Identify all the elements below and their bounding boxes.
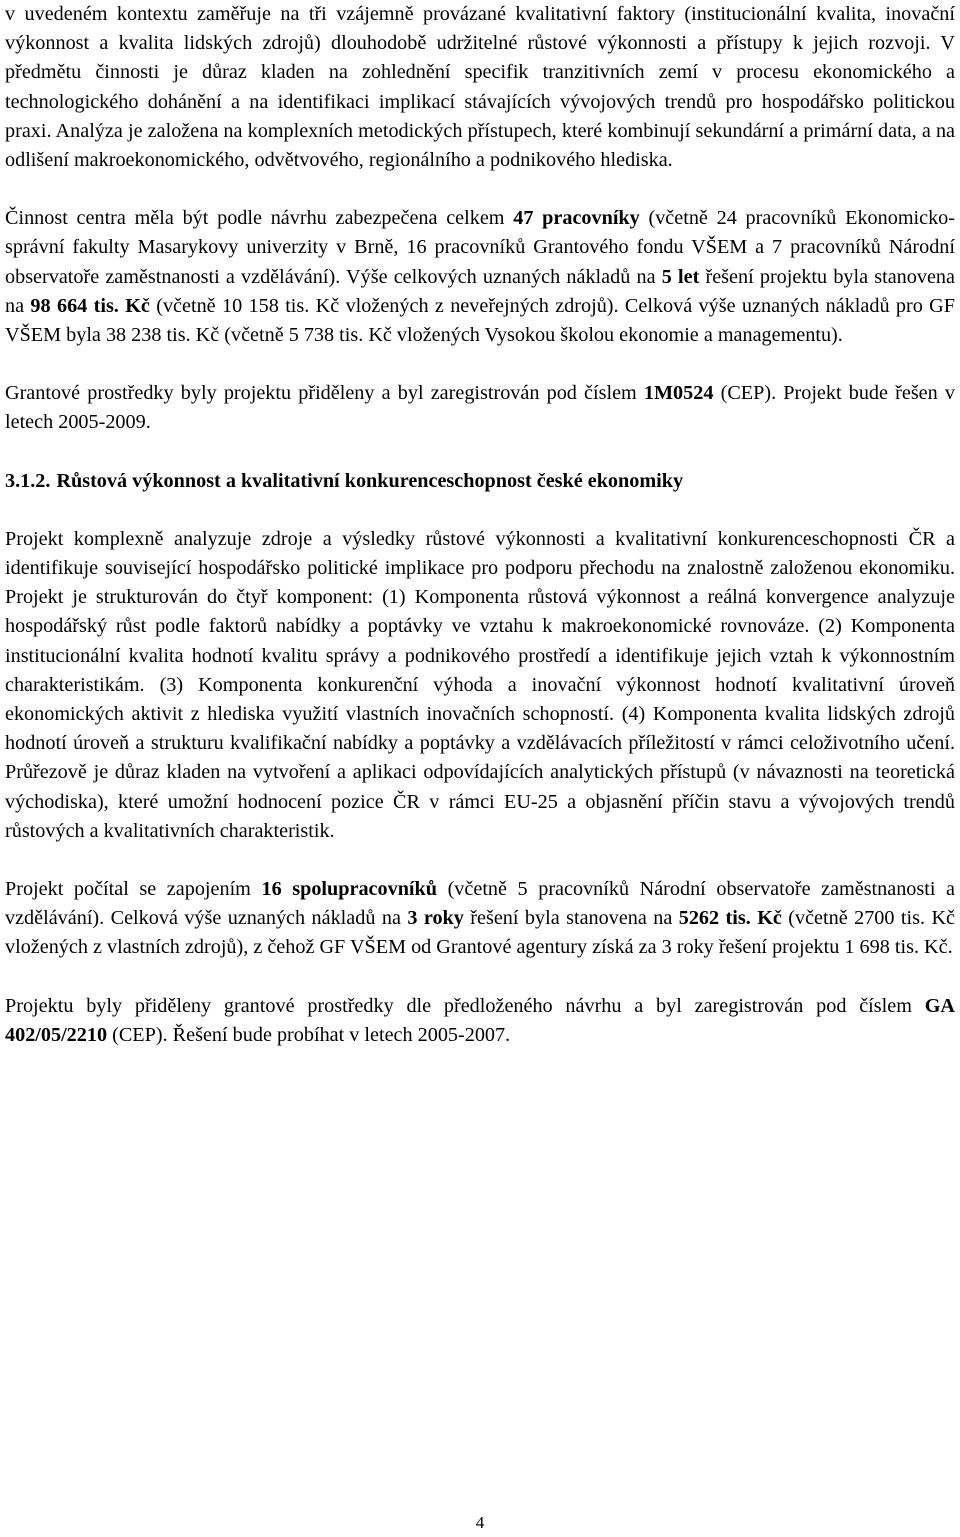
grant-text-2: (CEP). Projekt bude řešen v letech 2005-2009. xyxy=(5,382,955,434)
paragraph-grant-ga xyxy=(5,992,955,1050)
grant-ga-text-1: Projektu byly přiděleny grantové prostředky dle předloženého návrhu a byl zaregistrován pod číslem xyxy=(5,994,925,1017)
staffing-total-cost: 98 664 tis. Kč xyxy=(30,294,150,317)
grant-text-1: Grantové prostředky byly projektu přiděleny a byl zaregistrován pod číslem xyxy=(5,382,644,405)
staffing-text-3: řešení projektu byla stanovena na xyxy=(5,265,955,317)
paragraph-staffing xyxy=(5,204,955,350)
paragraph-grant-registration xyxy=(5,379,955,437)
staffing-text-4: (včetně 10 158 tis. Kč vložených z neveřejných zdrojů). Celková výše uznaných nákladů pro GF VŠEM byla 38 238 tis. Kč (včetně 5 738 tis. Kč vložených Vysokou školou ekonomie a managementu). xyxy=(5,294,955,347)
collaborators-count: 16 spolupracovníků xyxy=(261,878,437,901)
grant-ga-number: GA 402/05/2210 xyxy=(5,994,955,1046)
paragraph-intro xyxy=(5,0,955,175)
grant-ga-text-2: (CEP). Řešení bude probíhat v letech 2005-2007. xyxy=(107,1023,511,1046)
paragraph-project-description xyxy=(5,525,955,846)
section-title: Růstová výkonnost a kvalitativní konkurenceschopnost české ekonomiky xyxy=(56,469,684,492)
collaborators-text-4: (včetně 2700 tis. Kč vložených z vlastních zdrojů), z čehož GF VŠEM od Grantové agentury získá za 3 roky řešení projektu 1 698 tis. Kč. xyxy=(5,907,955,959)
staffing-text-1: Činnost centra měla být podle návrhu zabezpečena celkem xyxy=(5,207,514,230)
collaborators-text-1: Projekt počítal se zapojením xyxy=(5,878,262,901)
collaborators-duration: 3 roky xyxy=(407,907,464,930)
page-number: 4 xyxy=(475,1513,485,1532)
collaborators-text-2: (včetně 5 pracovníků Národní observatoře zaměstnanosti a vzdělávání). Celková výše uznaných nákladů na xyxy=(5,878,956,930)
section-number: 3.1.2. xyxy=(5,469,51,492)
document-page xyxy=(5,0,955,1050)
section-heading xyxy=(5,467,955,496)
paragraph-collaborators xyxy=(5,875,955,963)
collaborators-text-3: řešení byla stanovena na xyxy=(463,907,679,930)
paragraph-intro-text: v uvedeném kontextu zaměřuje na tři vzájemně provázané kvalitativní faktory (institucionální kvalita, inovační výkonnost a kvalita lidských zdrojů) dlouhodobě udržitelné růstové výkonnosti a přístupy k jejich rozvoji. V předmětu činnosti je důraz kladen na zohlednění specifik tranzitivních zemí v procesu ekonomického a technologického dohánění a na identifikaci implikací stávajících vývojových trendů pro hospodářsko politickou praxi. Analýza je založena na komplexních metodických přístupech, které kombinují sekundární a primární data, a na odlišení makroekonomického, odvětvového, regionálního a podnikového hlediska. xyxy=(5,3,955,172)
staffing-text-2: (včetně 24 pracovníků Ekonomicko-správní fakulty Masarykovy univerzity v Brně, 16 pracovníků Grantového fondu VŠEM a 7 pracovníků Národní observatoře zaměstnanosti a vzdělávání). Výše celkových uznaných nákladů na xyxy=(5,207,955,288)
staffing-count: 47 pracovníky xyxy=(513,207,640,230)
collaborators-total-cost: 5262 tis. Kč xyxy=(678,907,782,930)
project-description-text: Projekt komplexně analyzuje zdroje a výsledky růstové výkonnosti a kvalitativní konkurenceschopnosti ČR a identifikuje související hospodářsko politické implikace pro podporu přechodu na znalostně založenou ekonomiku. Projekt je strukturován do čtyř komponent: (1) Komponenta růstová výkonnost a reálná konvergence analyzuje hospodářský růst podle faktorů nabídky a poptávky ve vztahu k makroekonomické rovnováze. (2) Komponenta institucionální kvalita hodnotí kvalitu správy a podnikového prostředí a identifikuje jejich vztah k výkonnostním charakteristikám. (3) Komponenta konkurenční výhoda a inovační výkonnost hodnotí kvalitativní úroveň ekonomických aktivit z hlediska využití vlastních inovačních schopností. (4) Komponenta kvalita lidských zdrojů hodnotí úroveň a strukturu kvalifikační nabídky a poptávky a vzdělávacích příležitostí v rámci celoživotního učení. Průřezově je důraz kladen na vytvoření a aplikaci odpovídajících analytických přístupů (v návaznosti na teoretická východiska), které umožní hodnocení pozice ČR v rámci EU-25 a objasnění příčin stavu a vývojových trendů růstových a kvalitativních charakteristik. xyxy=(5,527,955,842)
staffing-duration: 5 let xyxy=(661,265,700,288)
grant-number: 1M0524 xyxy=(643,382,714,405)
